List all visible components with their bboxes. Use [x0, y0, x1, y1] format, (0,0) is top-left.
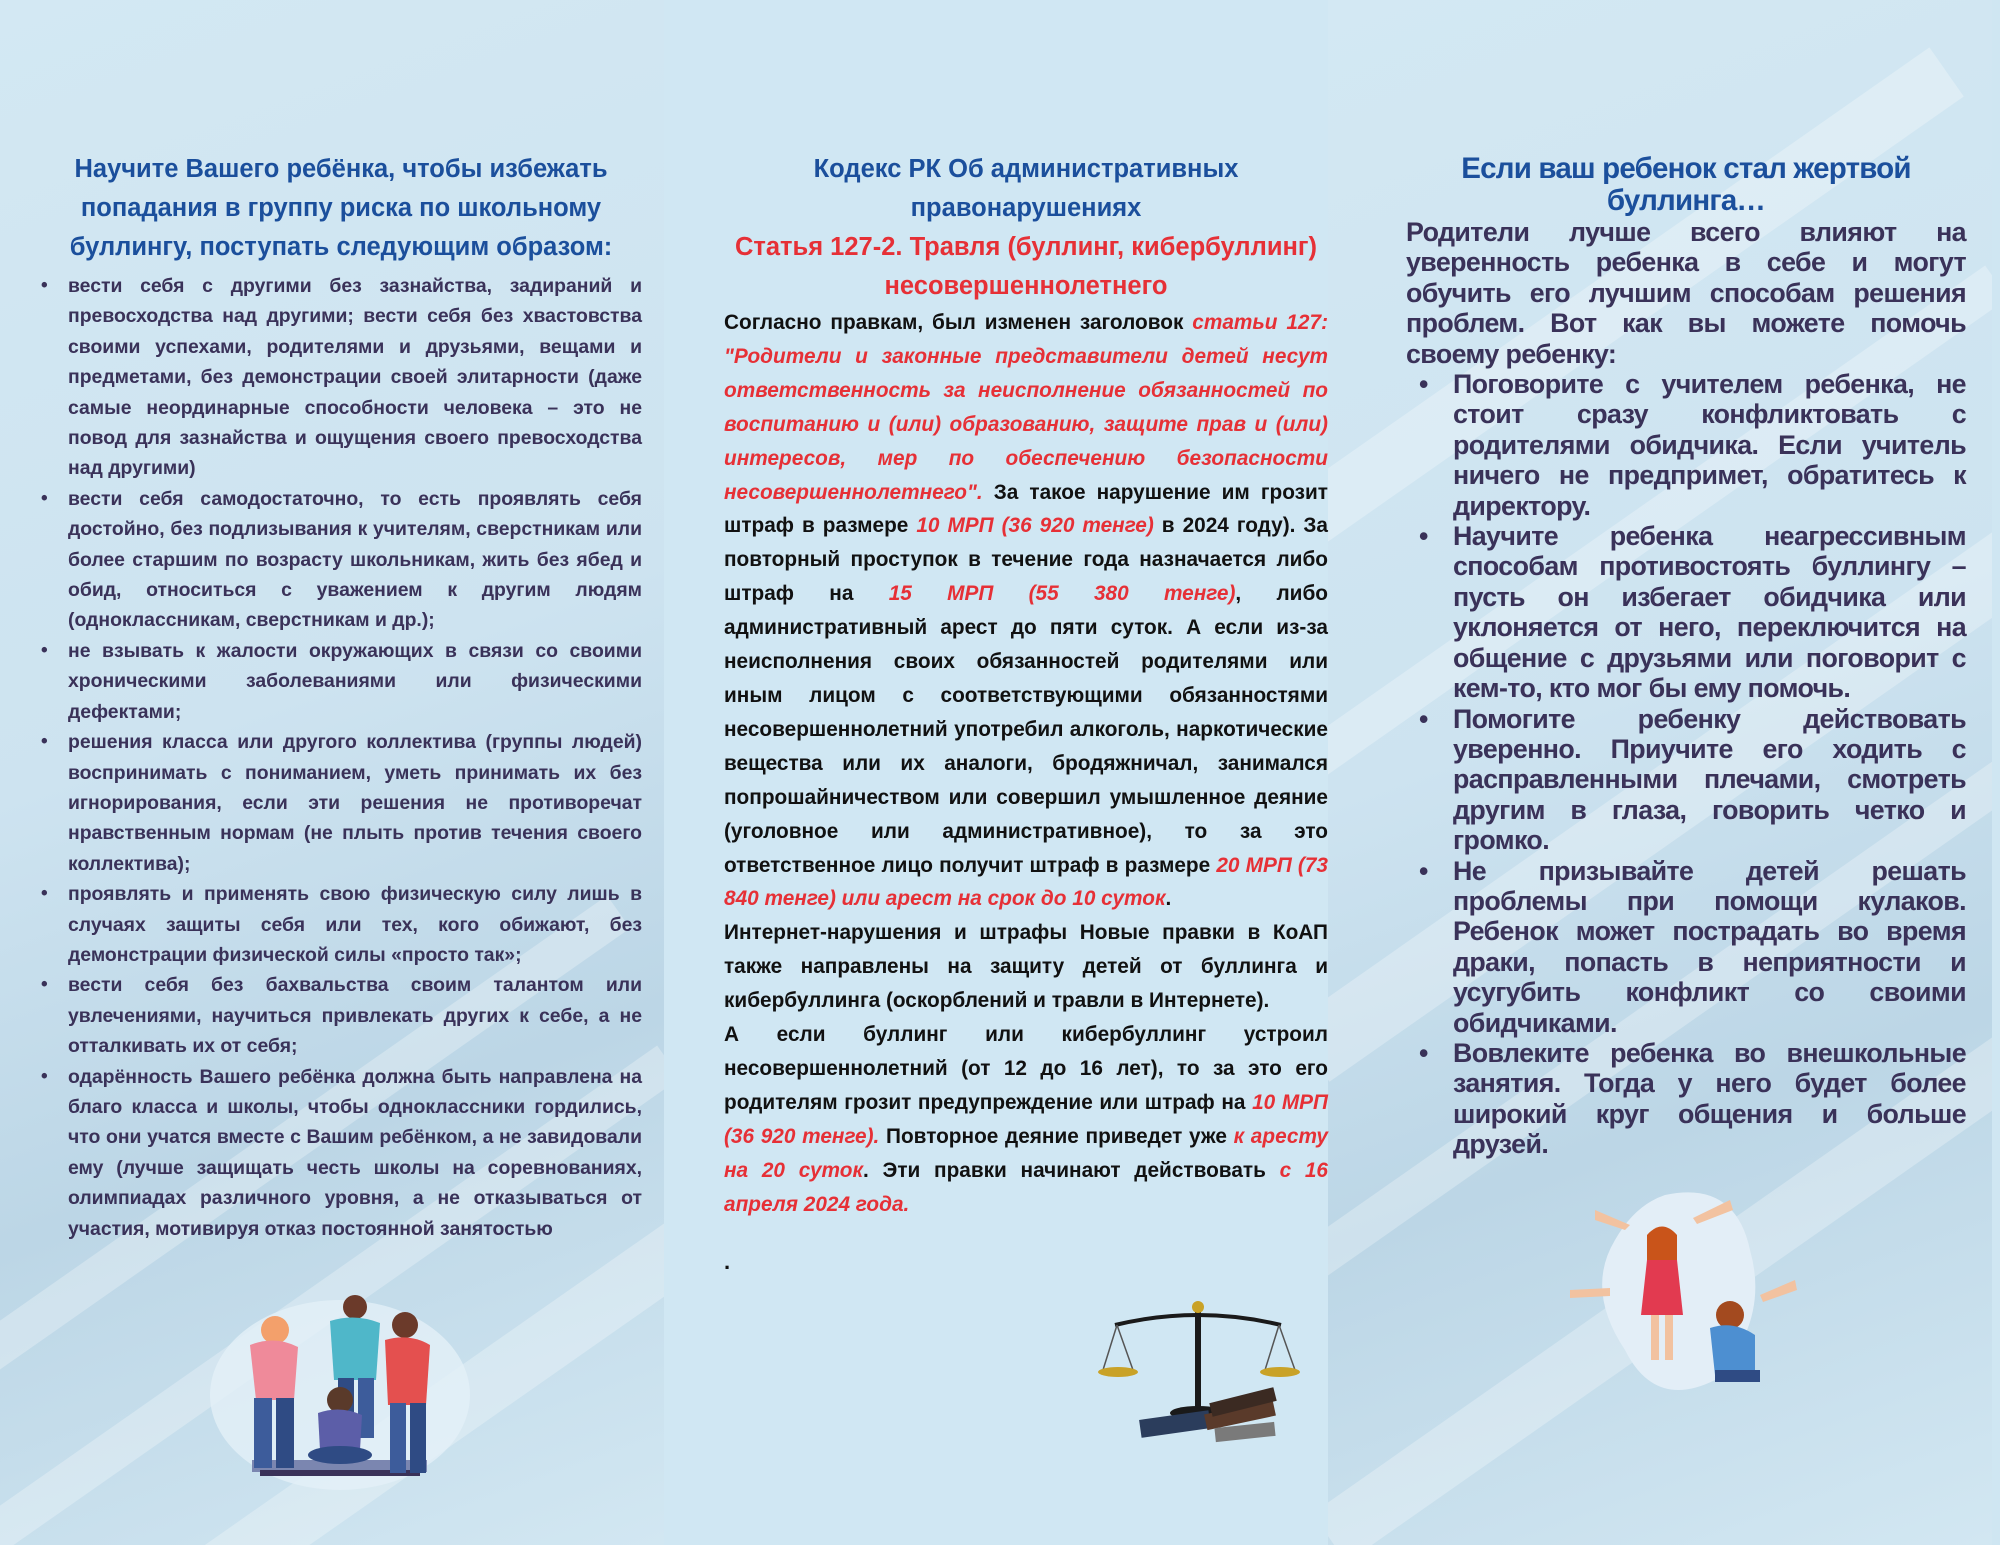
article-paragraph-2: Интернет-нарушения и штрафы Новые правки в КоАП также направлены на защиту детей от буллинга и кибербуллинга (оскорблений и травли в Интернете). [724, 921, 1328, 1013]
list-item: • Поговорите с учителем ребенка, не стоит сразу конфликтовать с родителями обидчика. Если учитель ничего не предпримет, обратитесь к директору. [1419, 369, 1966, 521]
article-paragraph-1: Согласно правкам, был изменен заголовок статьи 127: "Родители и законные представители детей несут ответственность за неисполнение обязанностей по воспитанию и (или) образованию, защите прав и (или) интересов, мер по обеспечению безопасности несовершеннолетнего". За такое нарушение им грозит штраф в размере 10 МРП (36 920 тенге) в 2024 году). За повторный проступок в течение года назначается либо штраф на 15 МРП (55 380 тенге), либо административный арест до пяти суток. А если из-за неисполнения своих обязанностей родителями или иным лицом с соответствующими обязанностями несовершеннолетний употребил алкоголь, наркотические вещества или их аналоги, бродяжничал, занимался попрошайничеством или совершил умышленное деяние (уголовное или административное), то за это ответственное лицо получит штраф в размере 20 МРП (73 840 тенге) или арест на срок до 10 суток. [724, 311, 1328, 911]
article-paragraph-3: А если буллинг или кибербуллинг устроил несовершеннолетний (от 12 до 16 лет), то за это его родителям грозит предупреждение или штраф на 10 МРП (36 920 тенге). Повторное деяние приведет уже к аресту на 20 суток. Эти правки начинают действовать с 16 апреля 2024 года. [724, 1023, 1329, 1216]
right-advice-list [1406, 369, 1966, 1160]
right-intro: Родители лучше всего влияют на уверенность ребенка в себе и могут обучить его лучшим способам решения проблем. Вот как вы можете помочь своему ребенку: [1406, 217, 1966, 369]
bullet-icon: • [1419, 521, 1428, 552]
list-item: • Научите ребенка неагрессивным способам противостоять буллингу – пусть он избегает обидчика или уклоняется от него, переключится на общение с друзьями или поговорит с кем-то, кто мог бы ему помочь. [1419, 521, 1966, 704]
trailing-dot: . [724, 1249, 731, 1275]
list-item: • Помогите ребенку действовать уверенно. Приучите его ходить с расправленными плечами, смотреть другим в глаза, говорить четко и громко. [1419, 703, 1966, 856]
list-item: • проявлять и применять свою физическую силу лишь в случаях защиты себя или тех, кого обижают, без демонстрации физической силы «просто так»; [40, 879, 642, 970]
list-item: • Не призывайте детей решать проблемы при помощи кулаков. Ребенок может пострадать во время драки, попасть в неприятности и усугубить конфликт со своими обидчиками. [1419, 855, 1966, 1038]
list-item: • не взывать к жалости окружающих в связи со своими хроническими заболеваниями или физическими дефектами; [40, 636, 642, 727]
code-title: Кодекс РК Об административных правонарушениях [813, 155, 1239, 222]
left-title: Научите Вашего ребёнка, чтобы избежать попадания в группу риска по школьному буллингу, поступать следующим образом: [69, 155, 613, 261]
middle-panel [724, 150, 1328, 1275]
bullet-icon: • [41, 275, 48, 296]
list-item: • вести себя с другими без зазнайства, задираний и превосходства над другими; вести себя без хвастовства своими успехами, родителями и друзьями, вещами и предметами, без демонстрации своей элитарности (даже самые неординарные способности человека – это не повод для зазнайства и ощущения своего превосходства над другими) [40, 271, 642, 484]
list-item: • решения класса или другого коллектива (группы людей) воспринимать с пониманием, уметь принимать их без игнорирования, если эти решения не противоречат нравственным нормам (не плыть против течения своего коллектива); [40, 727, 642, 879]
list-item: • вести себя без бахвальства своим талантом или увлечениями, научиться привлекать других к себе, а не отталкивать их от себя; [40, 970, 642, 1061]
right-panel [1406, 153, 1966, 1160]
list-item: • одарённость Вашего ребёнка должна быть направлена на благо класса и школы, чтобы одноклассники гордились, что они учатся вместе с Вашим ребёнком, а не завидовали ему (лучше защищать честь школы на соревнованиях, олимпиадах различного уровня, а не отказываться от участия, мотивируя отказ постоянной занятостью [40, 1062, 642, 1244]
list-item: • Вовлеките ребенка во внешкольные занятия. Тогда у него будет более широкий круг общения и больше друзей. [1419, 1037, 1966, 1160]
bullet-icon: • [1419, 855, 1428, 886]
right-title: Если ваш ребенок стал жертвой буллинга… [1461, 152, 1911, 217]
article-title: Статья 127-2. Травля (буллинг, кибербуллинг) несовершеннолетнего [734, 233, 1318, 300]
bullet-icon: • [1419, 1037, 1428, 1068]
scales-of-justice-illustration [1095, 1295, 1305, 1455]
left-advice-list [40, 271, 642, 1244]
bullet-icon: • [1419, 703, 1428, 734]
bullet-icon: • [41, 639, 48, 661]
bullet-icon: • [41, 883, 48, 905]
bullet-icon: • [1419, 369, 1428, 400]
bullet-icon: • [41, 731, 48, 753]
left-panel [40, 150, 642, 1244]
list-item: • вести себя самодостаточно, то есть проявлять себя достойно, без подлизывания к учителям, сверстникам или более старшим по возрасту школьникам, жить без ябед и обид, относиться с уважением к другим людям (одноклассникам, сверстникам и др.); [40, 484, 642, 636]
bullying-group-illustration [190, 1285, 490, 1490]
bullet-icon: • [41, 487, 48, 509]
bullet-icon: • [41, 974, 48, 996]
bullet-icon: • [41, 1065, 48, 1087]
pointing-hands-illustration [1565, 1180, 1825, 1410]
